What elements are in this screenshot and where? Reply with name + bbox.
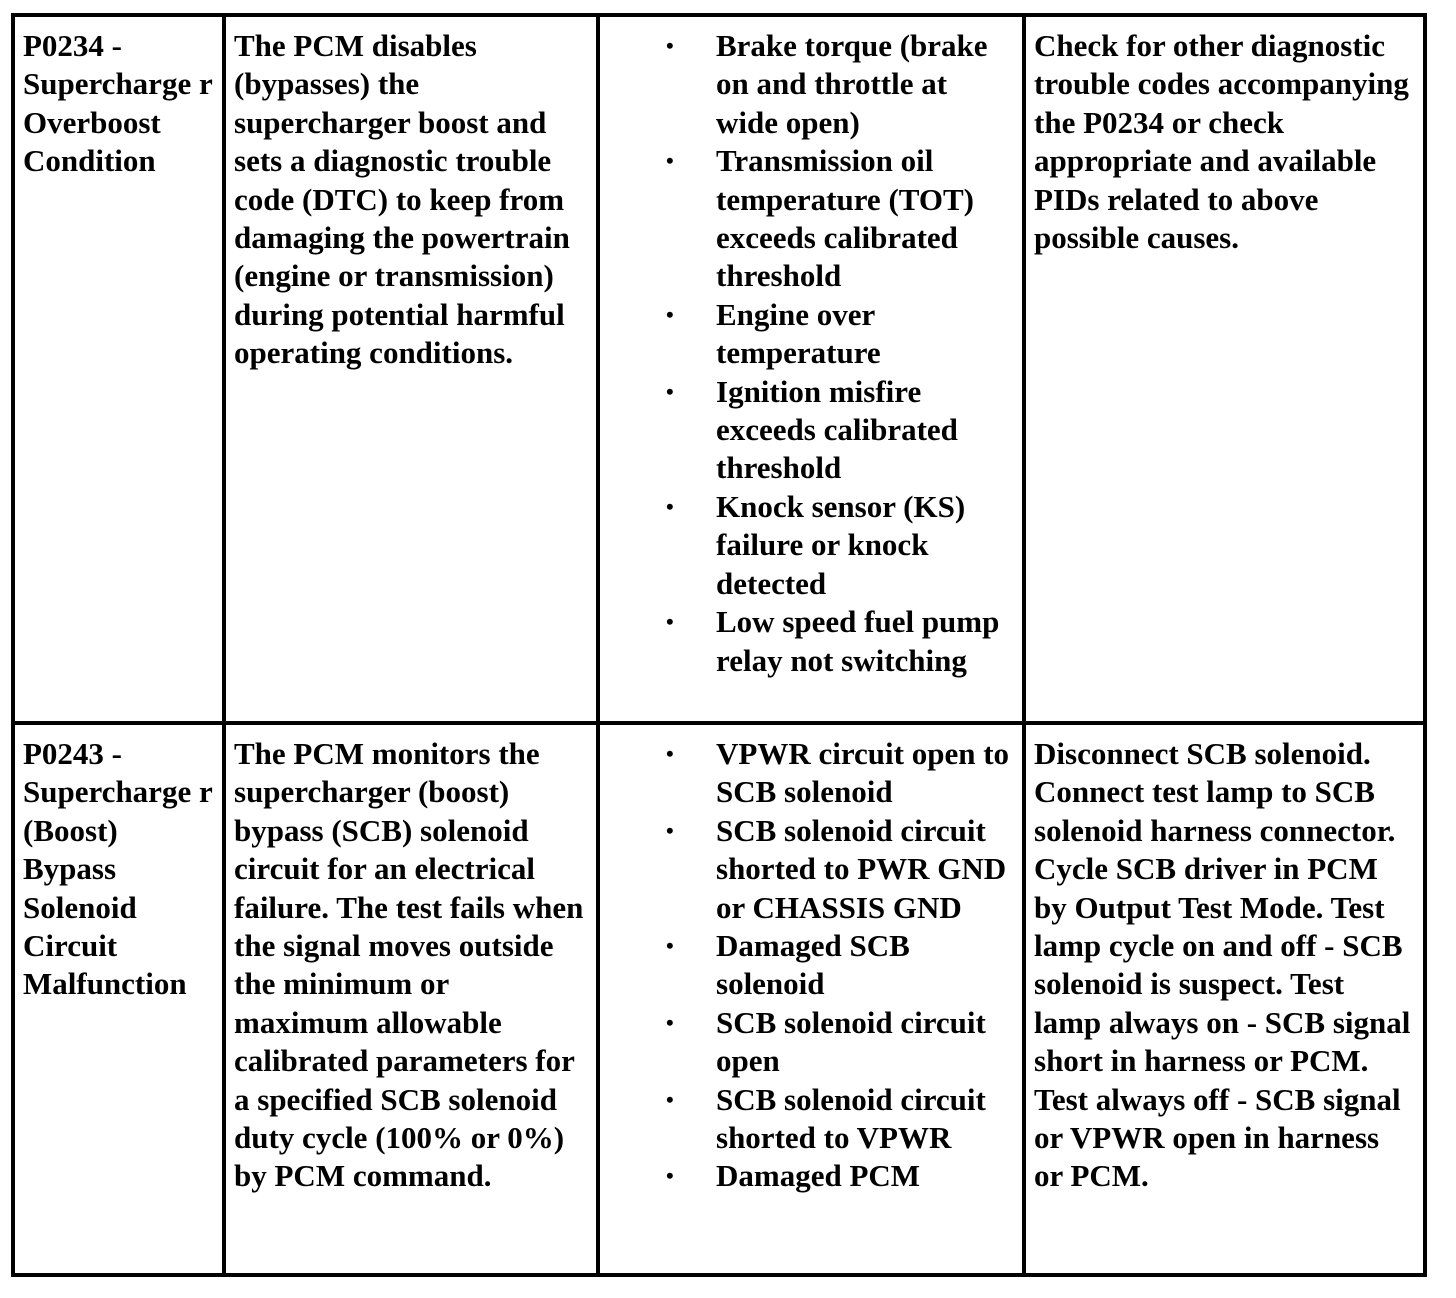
cause-text: SCB solenoid circuit shorted to PWR GND or CHASSIS GND <box>716 812 1007 925</box>
cause-text: Brake torque (brake on and throttle at wide open) <box>716 28 988 140</box>
bullet-icon: • <box>666 609 674 635</box>
description-cell <box>224 723 598 1275</box>
list-item <box>608 142 1014 296</box>
list-item <box>608 27 1014 142</box>
bullet-icon: • <box>666 817 674 843</box>
cause-text: Ignition misfire exceeds calibrated threshold <box>716 373 958 486</box>
list-item <box>608 373 1014 488</box>
description-cell <box>224 15 598 723</box>
cause-text: Damaged PCM <box>716 1158 921 1194</box>
bullet-icon: • <box>666 301 674 327</box>
list-item <box>608 927 1014 1004</box>
bullet-icon: • <box>666 1009 674 1035</box>
list-item <box>608 1157 1014 1195</box>
list-item <box>608 735 1014 812</box>
action-text: Disconnect SCB solenoid. Connect test lamp to SCB solenoid harness connector. Cycle SCB driver in PCM by Output Test Mode. Test lamp cycle on and off - SCB solenoid is suspect. Test lamp always on - SCB signal short in harness or PCM. Test always off - SCB signal or VPWR open in harness or PCM. <box>1034 736 1411 1194</box>
list-item <box>608 1081 1014 1158</box>
dtc-code-cell <box>13 15 224 723</box>
action-text: Check for other diagnostic trouble codes accompanying the P0234 or check appropriate and available PIDs related to above possible causes. <box>1034 28 1409 256</box>
possible-causes-cell <box>598 723 1024 1275</box>
cause-list <box>608 735 1014 1196</box>
table-row <box>13 723 1425 1275</box>
list-item <box>608 603 1014 680</box>
list-item <box>608 296 1014 373</box>
dtc-table <box>11 13 1427 1277</box>
cause-text: Transmission oil temperature (TOT) exceeds calibrated threshold <box>716 143 974 294</box>
cause-text: SCB solenoid circuit open <box>716 1004 986 1079</box>
bullet-icon: • <box>666 741 674 766</box>
dtc-code: P0234 - Supercharge r Overboost Condition <box>23 28 213 179</box>
dtc-code-cell <box>13 723 224 1275</box>
list-item <box>608 1004 1014 1081</box>
cause-list <box>608 27 1014 680</box>
bullet-icon: • <box>666 148 674 174</box>
action-cell <box>1024 15 1425 723</box>
bullet-icon: • <box>666 1086 674 1112</box>
bullet-icon: • <box>666 493 674 519</box>
cause-text: SCB solenoid circuit shorted to VPWR <box>716 1081 986 1156</box>
possible-causes-cell <box>598 15 1024 723</box>
dtc-description: The PCM monitors the supercharger (boost) bypass (SCB) solenoid circuit for an electrical failure. The test fails when the signal moves outside the minimum or maximum allowable calibrated parameters for a specified SCB solenoid duty cycle (100% or 0%) by PCM command. <box>234 736 584 1194</box>
cause-text: VPWR circuit open to SCB solenoid <box>716 736 1010 810</box>
list-item <box>608 488 1014 603</box>
list-item <box>608 812 1014 927</box>
table-row <box>13 15 1425 723</box>
action-cell <box>1024 723 1425 1275</box>
bullet-icon: • <box>666 33 674 58</box>
cause-text: Engine over temperature <box>716 296 881 371</box>
bullet-icon: • <box>666 933 674 959</box>
cause-text: Low speed fuel pump relay not switching <box>716 604 1000 678</box>
bullet-icon: • <box>666 378 674 404</box>
cause-text: Damaged SCB solenoid <box>716 928 910 1002</box>
cause-text: Knock sensor (KS) failure or knock detected <box>716 488 966 601</box>
dtc-description: The PCM disables (bypasses) the supercharger boost and sets a diagnostic trouble code (DTC) to keep from damaging the powertrain (engine or transmission) during potential harmful operating conditions. <box>234 28 570 371</box>
dtc-code: P0243 - Supercharge r (Boost) Bypass Solenoid Circuit Malfunction <box>23 736 213 1002</box>
bullet-icon: • <box>666 1163 674 1189</box>
